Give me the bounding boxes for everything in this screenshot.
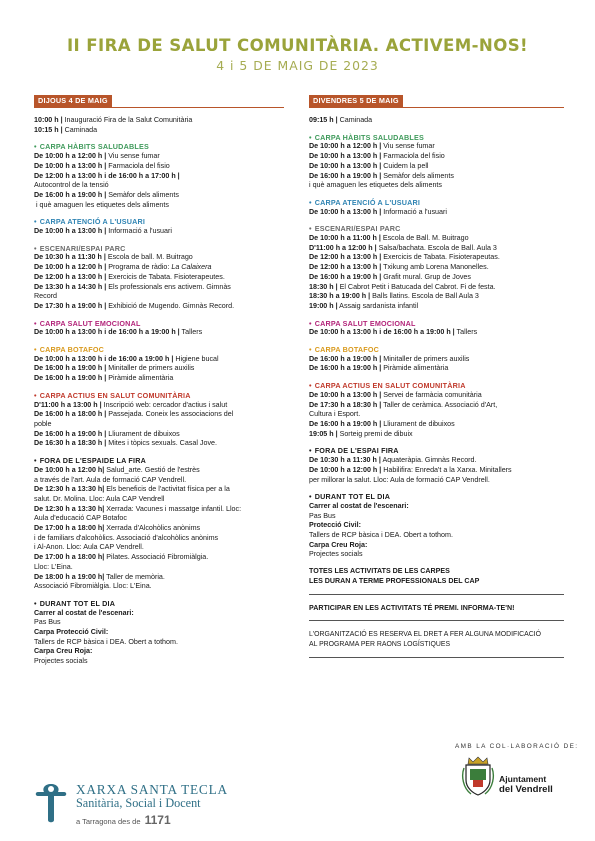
activity-text: i què amaguen les etiquetes dels aliments <box>34 200 169 209</box>
section-label: CARPA HÀBITS SALUDABLES <box>39 142 149 152</box>
section-label: FORA DE L'ESPAIDE LA FIRA <box>39 456 146 466</box>
time-range: De 12:00 h a 13:00 h | <box>34 272 107 281</box>
schedule-line <box>34 476 284 486</box>
schedule-line <box>309 364 564 374</box>
activity-text: per millorar la salut. Lloc: Aula de formació CAP Vendrell. <box>309 475 490 484</box>
time-range: 09:15 h | <box>309 116 338 124</box>
section-label: CARPA BOTAFOC <box>39 345 105 355</box>
day-rule <box>34 107 284 108</box>
schedule-line <box>34 162 284 172</box>
activity-text: Taller de ceràmica. Associació d'Art, <box>381 400 498 409</box>
schedule-line <box>309 355 564 365</box>
time-range: De 17:00 h a 18:00 h| <box>34 524 105 533</box>
schedule-line <box>34 657 284 667</box>
time-range: 19:00 h | <box>309 301 338 310</box>
schedule-line <box>309 116 564 126</box>
schedule-line <box>34 420 284 430</box>
since-text: a Tarragona des de <box>76 817 141 826</box>
time-range: 18:30 h a 19:00 h | <box>309 292 371 301</box>
activity-text: Els beneficis de l'activitat física per a la <box>104 485 230 494</box>
bullet-icon: • <box>34 142 37 152</box>
time-range: De 10:00 h a 13:00 h i de 16:00 a 19:00 h | <box>34 354 174 363</box>
activity-text: Aquateràpia. Gimnàs Record. <box>380 456 477 465</box>
schedule-line <box>309 162 564 172</box>
bullet-icon: • <box>34 598 37 608</box>
schedule-line <box>34 514 284 524</box>
schedule-line <box>309 531 564 541</box>
schedule-line <box>34 364 284 374</box>
activity-text: Mites i tòpics sexuals. Casal Jove. <box>106 439 217 448</box>
schedule-line <box>309 152 564 162</box>
activity-text: Sorteig premi de dibuix <box>337 429 413 438</box>
schedule-line <box>34 582 284 592</box>
xarxa-santa-tecla-logo <box>32 780 232 830</box>
activity-text: i de familiars d'alcohòlics. Associació d'alcohòlics anònims <box>34 533 219 542</box>
activity-text: El Cabrot Petit i Batucada del Cabrot. Fi de festa. <box>337 282 496 291</box>
activity-text: Minitaller de primers auxilis <box>106 364 195 373</box>
schedule-line <box>34 534 284 544</box>
schedule-line <box>309 263 564 273</box>
section-title <box>309 381 564 391</box>
section-title <box>34 456 284 466</box>
time-range: Carrer al costat de l'escenari: <box>309 501 409 510</box>
section-title <box>34 319 284 329</box>
day-header-friday: DIVENDRES 5 DE MAIG <box>309 95 403 107</box>
note-reserva-1: L'ORGANITZACIÓ ES RESERVA EL DRET A FER ALGUNA MODIFICACIÓ <box>309 631 541 639</box>
activity-text: Salsa/bachata. Escola de Ball. Aula 3 <box>376 243 497 252</box>
activity-text: Higiene bucal <box>173 354 219 363</box>
schedule-line <box>309 273 564 283</box>
schedule-line <box>309 401 564 411</box>
section-block <box>34 345 284 384</box>
bullet-icon: • <box>309 492 312 502</box>
section-title <box>309 133 564 143</box>
schedule-line <box>309 420 564 430</box>
bullet-icon: • <box>309 446 312 456</box>
time-range: De 12:00 h a 13:00 h i de 16:00 h a 17:00 h | <box>34 171 180 180</box>
time-range: De 17:30 h a 18:30 h | <box>309 400 382 409</box>
time-range: De 12:00 h a 13:00 h | <box>309 253 382 262</box>
schedule-line <box>34 563 284 573</box>
activity-text: Inauguració Fira de la Salut Comunitària <box>62 116 193 124</box>
time-range: De 12:30 h a 13:30 h| <box>34 504 105 513</box>
bullet-icon: • <box>309 345 312 355</box>
page-subtitle: 4 i 5 DE MAIG DE 2023 <box>216 58 379 73</box>
bullet-icon: • <box>34 345 37 355</box>
schedule-line <box>34 410 284 420</box>
time-range: De 16:00 h a 19:00 h | <box>34 364 107 373</box>
schedule-line <box>34 328 284 338</box>
note-reserva-2: AL PROGRAMA PER RAONS LOGÍSTIQUES <box>309 640 451 648</box>
section-block <box>34 217 284 236</box>
logo-since <box>76 813 171 827</box>
section-block <box>34 319 284 338</box>
activity-text: Els professionals ens activem. Gimnàs <box>106 282 231 291</box>
schedule-line <box>309 234 564 244</box>
section-label: DURANT TOT EL DIA <box>314 492 391 502</box>
section-block <box>309 133 564 191</box>
activity-text: Lloc: L'Eina. <box>34 562 73 571</box>
schedule-line <box>309 208 564 218</box>
time-range: De 16:00 h a 19:00 h | <box>309 419 382 428</box>
schedule-line <box>34 126 284 136</box>
activity-text: Programa de ràdio: <box>106 263 172 272</box>
activity-text: Caminada <box>337 116 373 124</box>
time-range: De 10:00 h a 13:00 h | <box>34 227 107 236</box>
logo-line1: XARXA SANTA TECLA <box>76 782 228 797</box>
collaboration-label: AMB LA COL·LABORACIÓ DE: <box>455 743 579 750</box>
schedule-line <box>34 374 284 384</box>
section-title <box>34 142 284 152</box>
section-label: CARPA SALUT EMOCIONAL <box>314 318 416 328</box>
bullet-icon: • <box>34 390 37 400</box>
sections-list <box>309 133 564 560</box>
time-range: De 18:00 h a 19:00 h| <box>34 572 105 581</box>
activity-text: Xerrada: Vacunes i massatge infantil. Lloc: <box>104 504 242 513</box>
section-title <box>34 217 284 227</box>
day-rule <box>309 107 564 108</box>
intro-block <box>309 116 564 126</box>
activity-text: Viu sense fumar <box>381 142 435 151</box>
schedule-line <box>34 439 284 449</box>
activity-text: Informació a l'usuari <box>381 207 447 216</box>
time-range: De 10:00 h a 13:00 h | <box>34 161 107 170</box>
schedule-line <box>309 283 564 293</box>
section-block <box>309 198 564 217</box>
notes <box>309 567 564 658</box>
bullet-icon: • <box>34 243 37 253</box>
bullet-icon: • <box>34 318 37 328</box>
ajuntament-line1: Ajuntament <box>499 774 547 784</box>
time-range: De 10:00 h a 13:00 h | <box>309 161 382 170</box>
activity-text: a través de l'art. Aula de formació CAP Vendrell. <box>34 475 187 484</box>
section-label: CARPA SALUT EMOCIONAL <box>39 318 141 328</box>
time-range: Carpa Protecció Civil: <box>34 628 109 637</box>
bullet-icon: • <box>309 381 312 391</box>
activity-text: Inscripció web: cercador d'actius i salut <box>101 400 228 409</box>
time-range: De 17:30 h a 19:00 h | <box>34 301 107 310</box>
activity-text: Viu sense fumar <box>106 152 160 161</box>
activity-text: Aula d'educació CAP Botafoc <box>34 514 127 523</box>
schedule-line <box>309 456 564 466</box>
activity-text: Pas Bus <box>309 511 336 520</box>
section-label: CARPA HÀBITS SALUDABLES <box>314 132 424 142</box>
activity-text: Balls llatins. Escola de Ball Aula 3 <box>370 292 479 301</box>
divider <box>309 594 564 595</box>
schedule-line <box>309 253 564 263</box>
since-year: 1171 <box>144 813 171 827</box>
activity-text: Record <box>34 292 58 301</box>
time-range: De 10:00 h a 13:00 h i de 16:00 h a 19:00 h | <box>309 328 455 337</box>
section-block <box>34 391 284 449</box>
section-label: ESCENARI/ESPAI PARC <box>39 243 126 253</box>
schedule-line <box>309 328 564 338</box>
schedule-line <box>309 512 564 522</box>
section-title <box>309 492 564 502</box>
divider <box>309 620 564 621</box>
section-block <box>309 492 564 560</box>
schedule-line <box>309 410 564 420</box>
schedule-line <box>309 466 564 476</box>
divider <box>309 657 564 658</box>
intro-block <box>34 116 284 135</box>
activity-text: poble <box>34 419 52 428</box>
note-premi: PARTICIPAR EN LES ACTIVITATS TÉ PREMI. INFORMA-TE'N! <box>309 603 515 612</box>
section-label: CARPA ATENCIÓ A L'USUARI <box>39 217 146 227</box>
time-range: De 10:00 h a 13:00 h | <box>309 152 382 161</box>
section-block <box>309 319 564 338</box>
section-title <box>309 319 564 329</box>
bullet-icon: • <box>34 456 37 466</box>
activity-text: Escola de Ball. M. Buitrago <box>380 234 469 243</box>
schedule-line <box>34 466 284 476</box>
activity-text: Semàfor dels aliments <box>381 171 454 180</box>
activity-text: Cuidem la pell <box>381 161 429 170</box>
activity-text: Grafit mural. Grup de Joves <box>381 272 471 281</box>
section-block <box>309 345 564 374</box>
section-label: CARPA ACTIUS EN SALUT COMUNITÀRIA <box>39 390 191 400</box>
schedule-line <box>34 181 284 191</box>
activity-text: Piràmide alimentària <box>381 364 449 373</box>
activity-text: Tallers de RCP bàsica i DEA. Obert a tothom. <box>309 531 453 540</box>
time-range: De 10:00 h a 13:00 h i de 16:00 h a 19:00 h | <box>34 328 180 337</box>
activity-italic: La Calaixera <box>171 263 212 272</box>
schedule-line <box>309 502 564 512</box>
activity-text: Escola de ball. M. Buitrago <box>105 253 193 262</box>
schedule-line <box>309 521 564 531</box>
activity-text: Piràmide alimentària <box>106 374 174 383</box>
activity-text: Xerrada d'Alcohòlics anònims <box>104 524 201 533</box>
time-range: De 16:00 h a 18:00 h | <box>34 410 107 419</box>
time-range: De 10:00 h a 13:00 h | <box>309 390 382 399</box>
schedule-line <box>34 628 284 638</box>
activity-text: Pilates. Associació Fibromiàlgia. <box>104 553 209 562</box>
schedule-line <box>34 355 284 365</box>
section-title <box>34 244 284 254</box>
schedule-line <box>309 430 564 440</box>
sections-list <box>34 142 284 666</box>
activity-text: Habilifira: Enreda't a la Xarxa. Minitallers <box>381 465 512 474</box>
activity-text: i Al-Anon. Lloc: Aula CAP Vendrell. <box>34 543 144 552</box>
note-professionals-2: LES DURAN A TERME PROFESSIONALS DEL CAP <box>309 576 480 585</box>
time-range: De 13:30 h a 14:30 h | <box>34 282 107 291</box>
activity-text: Informació a l'usuari <box>106 227 172 236</box>
schedule-line <box>34 524 284 534</box>
schedule-line <box>34 638 284 648</box>
schedule-line <box>34 263 284 273</box>
schedule-line <box>34 227 284 237</box>
section-title <box>34 391 284 401</box>
time-range: D'11:00 h a 12:00 h | <box>309 243 377 252</box>
activity-text: Associació Fibromiàlgia. Lloc: L'Eina. <box>34 582 152 591</box>
ajuntament-line2: del Vendrell <box>499 784 553 795</box>
time-range: De 16:00 h a 19:00 h | <box>309 171 382 180</box>
schedule-line <box>34 191 284 201</box>
schedule-line <box>309 476 564 486</box>
time-range: 10:15 h | <box>34 125 63 134</box>
schedule-line <box>309 541 564 551</box>
section-block <box>34 456 284 592</box>
activity-text: Tallers <box>454 328 478 337</box>
section-label: ESCENARI/ESPAI PARC <box>314 224 401 234</box>
section-block <box>34 142 284 210</box>
schedule-line <box>34 283 284 293</box>
time-range: 19:05 h | <box>309 429 338 438</box>
vendrell-crest-icon <box>461 754 495 798</box>
time-range: De 16:00 h a 19:00 h | <box>34 374 107 383</box>
schedule-line <box>34 292 284 302</box>
schedule-friday <box>309 95 564 667</box>
section-block <box>309 446 564 485</box>
activity-text: Minitaller de primers auxilis <box>381 354 470 363</box>
schedule-line <box>309 172 564 182</box>
activity-text: Pas Bus <box>34 618 61 627</box>
time-range: De 10:00 h a 11:00 h | <box>309 234 381 243</box>
activity-text: Projectes socials <box>309 550 363 559</box>
day-header-thursday: DIJOUS 4 DE MAIG <box>34 95 112 107</box>
time-range: De 10:00 h a 13:00 h | <box>309 207 382 216</box>
bullet-icon: • <box>34 217 37 227</box>
activity-text: Caminada <box>62 125 98 134</box>
time-range: De 12:30 h a 13:30 h| <box>34 485 105 494</box>
schedule-line <box>34 201 284 211</box>
section-label: CARPA ACTIUS EN SALUT COMUNITÀRIA <box>314 381 466 391</box>
section-block <box>309 381 564 439</box>
time-range: De 16:00 h a 19:00 h | <box>34 429 107 438</box>
time-range: De 10:30 h a 11:30 h | <box>34 253 106 262</box>
time-range: De 16:00 h a 19:00 h | <box>34 190 107 199</box>
section-title <box>309 345 564 355</box>
schedule-line <box>34 573 284 583</box>
activity-text: Autocontrol de la tensió <box>34 181 109 190</box>
schedule-line <box>34 152 284 162</box>
activity-text: Projectes socials <box>34 657 88 666</box>
schedule-line <box>309 391 564 401</box>
activity-text: Exercicis de Tabata. Fisioterapeutas. <box>381 253 500 262</box>
bullet-icon: • <box>309 197 312 207</box>
ajuntament-logo <box>461 754 571 834</box>
schedule-line <box>309 142 564 152</box>
time-range: De 16:30 h a 18:30 h | <box>34 439 107 448</box>
time-range: De 12:00 h a 13:00 h | <box>309 263 382 272</box>
activity-text: Tallers de RCP bàsica i DEA. Obert a tothom. <box>34 637 178 646</box>
schedule-line <box>309 244 564 254</box>
schedule-line <box>34 543 284 553</box>
note-professionals-1: TOTES LES ACTIVITATS DE LES CARPES <box>309 567 450 576</box>
activity-text: Lliurament de dibuixos <box>381 419 455 428</box>
section-block <box>34 244 284 312</box>
section-title <box>309 224 564 234</box>
time-range: De 17:00 h a 18:00 h| <box>34 553 105 562</box>
activity-text: Salud_arte. Gestió de l'estrès <box>104 465 200 474</box>
section-label: FORA DE L'ESPAI FIRA <box>314 446 399 456</box>
section-title <box>309 446 564 456</box>
activity-text: Farmaciola del fisio <box>106 161 170 170</box>
activity-text: Exercicis de Tabata. Fisioterapeutes. <box>106 272 225 281</box>
activity-text: Servei de farmàcia comunitària <box>381 390 482 399</box>
schedule-line <box>34 495 284 505</box>
section-title <box>34 345 284 355</box>
page-title: II FIRA DE SALUT COMUNITÀRIA. ACTIVEM-NOS! <box>66 36 529 55</box>
schedule-line <box>34 618 284 628</box>
time-range: 10:00 h | <box>34 116 63 124</box>
activity-text: Cultura i Esport. <box>309 410 361 419</box>
time-range: Carpa Creu Roja: <box>34 647 93 656</box>
time-range: De 16:00 h a 19:00 h | <box>309 354 382 363</box>
time-range: De 10:00 h a 12:00 h | <box>309 465 382 474</box>
logo-line2: Sanitària, Social i Docent <box>76 796 201 810</box>
section-block <box>309 224 564 311</box>
activity-text: Tallers <box>179 328 203 337</box>
activity-text: Assaig sardanista infantil <box>337 301 419 310</box>
section-title <box>34 599 284 609</box>
activity-text: Lliurament de dibuixos <box>106 429 180 438</box>
schedule-line <box>34 172 284 182</box>
schedule-line <box>34 302 284 312</box>
time-range: D'11:00 h a 13:00 h | <box>34 400 102 409</box>
time-range: 18:30 h | <box>309 282 338 291</box>
time-range: De 10:00 h a 12:00 h | <box>309 142 382 151</box>
section-title <box>309 198 564 208</box>
section-block <box>34 599 284 667</box>
activity-text: Taller de memòria. <box>104 572 165 581</box>
schedule-thursday <box>34 95 284 674</box>
time-range: De 10:00 h a 12:00 h| <box>34 465 105 474</box>
schedule-line <box>34 253 284 263</box>
section-label: CARPA ATENCIÓ A L'USUARI <box>314 197 421 207</box>
schedule-line <box>309 550 564 560</box>
xarxa-santa-tecla-logo-icon <box>32 780 70 826</box>
time-range: De 10:30 h a 11:30 h | <box>309 456 381 465</box>
activity-text: Txikung amb Lorena Manonelles. <box>381 263 489 272</box>
time-range: De 16:00 h a 19:00 h | <box>309 364 382 373</box>
bullet-icon: • <box>309 224 312 234</box>
activity-text: salut. Dr. Molina. Lloc: Aula CAP Vendrell <box>34 494 165 503</box>
schedule-line <box>309 302 564 312</box>
schedule-line <box>34 401 284 411</box>
time-range: Carrer al costat de l'escenari: <box>34 608 134 617</box>
time-range: De 10:00 h a 12:00 h | <box>34 263 107 272</box>
section-label: CARPA BOTAFOC <box>314 345 380 355</box>
schedule-line <box>34 430 284 440</box>
activity-text: i què amaguen les etiquetes dels aliments <box>309 181 442 190</box>
activity-text: Passejada. Coneix les associacions del <box>106 410 234 419</box>
bullet-icon: • <box>309 318 312 328</box>
schedule-line <box>34 505 284 515</box>
activity-text: Farmaciola del fisio <box>381 152 445 161</box>
schedule-line <box>309 181 564 191</box>
schedule-line <box>309 292 564 302</box>
schedule-line <box>34 647 284 657</box>
schedule-line <box>34 609 284 619</box>
activity-text: Semàfor dels aliments <box>106 190 179 199</box>
section-label: DURANT TOT EL DIA <box>39 598 116 608</box>
time-range: Carpa Creu Roja: <box>309 540 368 549</box>
bullet-icon: • <box>309 132 312 142</box>
time-range: De 10:00 h a 12:00 h | <box>34 152 107 161</box>
schedule-line <box>34 116 284 126</box>
schedule-line <box>34 273 284 283</box>
schedule-line <box>34 485 284 495</box>
activity-text: Exhibició de Mugendo. Gimnàs Record. <box>106 301 235 310</box>
schedule-line <box>34 553 284 563</box>
time-range: De 16:00 h a 19:00 h | <box>309 272 382 281</box>
time-range: Protecció Civil: <box>309 521 361 530</box>
